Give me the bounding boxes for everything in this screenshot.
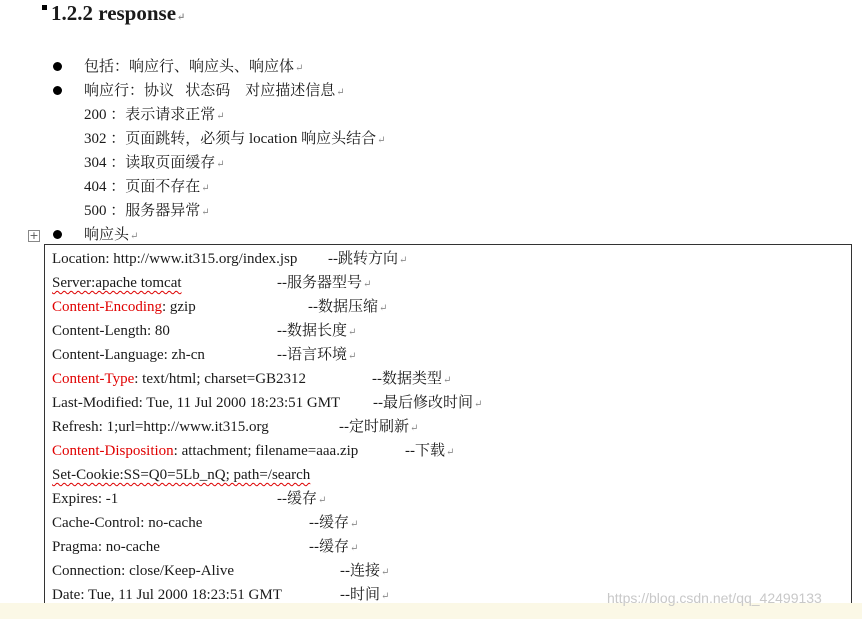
paragraph-mark-icon: ↵ [216,111,225,122]
header-row [52,369,452,389]
header-key: Pragma: no-cache [52,539,160,555]
header-desc: --最后修改时间↵ [373,395,483,411]
status-code-line [84,177,210,199]
header-key: Expires: -1 [52,491,119,507]
status-code-line [84,105,225,127]
bullet-dot-icon [53,86,62,95]
paragraph-mark-icon: ↵ [130,231,139,242]
header-key: : text/html; charset=GB2312 [134,371,307,387]
header-row [52,489,327,509]
header-row [52,393,483,413]
header-desc: --时间↵ [340,587,390,603]
header-key: Content-Language: zh-cn [52,347,205,363]
section-heading [42,0,185,31]
header-row [52,321,357,341]
header-desc: --缓存↵ [309,539,359,555]
paragraph-mark-icon: ↵ [201,183,210,194]
header-desc: --跳转方向↵ [328,251,408,267]
header-key: Date: Tue, 11 Jul 2000 18:23:51 GMT [52,587,282,603]
paragraph-mark-icon: ↵ [201,207,210,218]
header-key: Cache-Control: no-cache [52,515,203,531]
paragraph-mark-icon: ↵ [377,135,386,146]
header-row [52,513,359,533]
status-code-text: 304 ：读取页面缓存 [84,155,216,171]
header-row [52,249,408,269]
header-key: Content-Length: 80 [52,323,170,339]
header-row [52,417,419,437]
status-code-line [84,129,385,151]
header-row [52,297,388,317]
status-code-line [84,201,210,223]
header-row [52,273,372,293]
heading-square-icon [42,5,47,10]
header-key: Refresh: 1;url=http://www.it315.org [52,419,269,435]
header-key: Location: http://www.it315.org/index.jsp [52,251,298,267]
bullet-item [84,57,303,79]
header-row [52,465,310,485]
header-desc: --定时刷新↵ [339,419,419,435]
header-key: Server:apache tomcat [52,275,182,291]
header-desc: --数据类型↵ [372,371,452,387]
header-desc: --服务器型号↵ [277,275,372,291]
header-key-highlight: Content-Encoding [52,299,162,315]
header-row [52,441,455,461]
header-row [52,561,390,581]
header-key: : gzip [161,299,196,315]
header-desc: --缓存↵ [277,491,327,507]
bullet-item [84,81,345,103]
header-row [52,537,359,557]
watermark: https://blog.csdn.net/qq_42499133 [607,590,822,606]
status-code-text: 200 ：表示请求正常 [84,107,216,123]
header-key-highlight: Content-Disposition [52,443,174,459]
bullet-text: 包括：响应行、响应头、响应体 [84,59,295,75]
header-desc: --数据压缩↵ [308,299,388,315]
bullet-text: 响应行：协议 状态码 对应描述信息 [84,83,336,99]
move-handle-icon[interactable]: + [29,229,39,242]
header-row [52,345,357,365]
paragraph-mark-icon: ↵ [336,87,345,98]
header-key: Connection: close/Keep-Alive [52,563,235,579]
header-desc: --数据长度↵ [277,323,357,339]
paragraph-mark-icon: ↵ [295,63,304,74]
header-desc: --缓存↵ [309,515,359,531]
status-code-line [84,153,225,175]
status-code-text: 500 ：服务器异常 [84,203,201,219]
bullet-dot-icon [53,62,62,71]
header-key-highlight: Content-Type [52,371,135,387]
header-desc: --语言环境↵ [277,347,357,363]
status-code-text: 302 ：页面跳转，必须与 location 响应头结合 [84,131,377,147]
header-key: Last-Modified: Tue, 11 Jul 2000 18:23:51 GMT [52,395,341,411]
paragraph-mark-icon: ↵ [216,159,225,170]
header-key: : attachment; filename=aaa.zip [173,443,359,459]
paragraph-mark-icon: ↵ [177,12,186,23]
bullet-text: 响应头 [84,227,130,243]
heading-text: 1.2.2 response [51,1,177,25]
header-desc: --下载↵ [405,443,455,459]
status-code-text: 404 ：页面不存在 [84,179,201,195]
bullet-dot-icon [53,230,62,239]
header-row [52,585,390,605]
header-desc: --连接↵ [340,563,390,579]
header-key: Set-Cookie:SS=Q0=5Lb_nQ; path=/search [52,467,311,483]
